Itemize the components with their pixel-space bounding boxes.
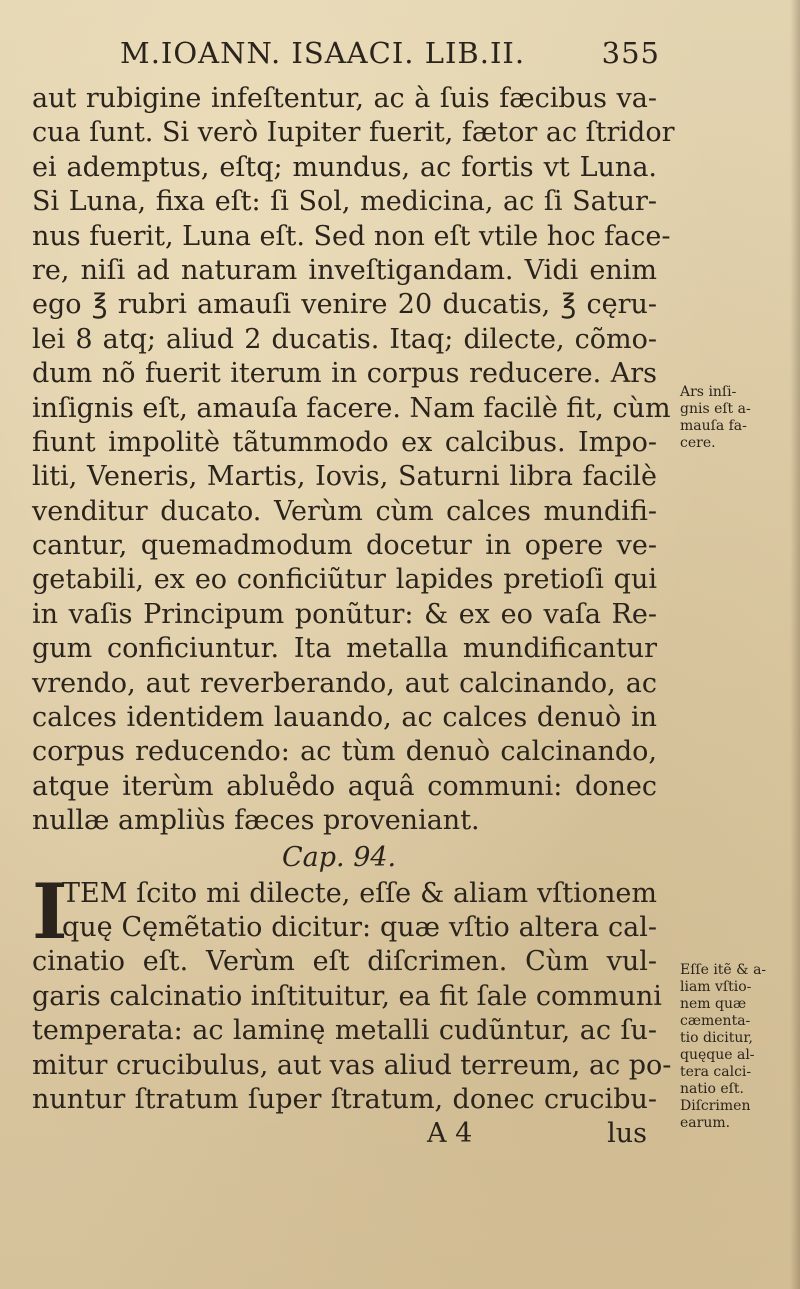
text-line: TEM ſcito mi dilecte, eſſe & aliam vſtionem	[62, 877, 657, 909]
running-head	[120, 36, 660, 80]
margin-note-line: Ars inſi-	[680, 384, 737, 400]
text-line: cua ſunt. Si verò Iupiter fuerit, fætor ac ſtridor	[32, 117, 675, 149]
margin-note-line: nem quæ	[680, 996, 747, 1012]
text-line: quę Cęmẽtatio dicitur: quæ vſtio altera cal-	[62, 911, 657, 943]
text-line: nullæ ampliùs fæces proveniant.	[32, 805, 480, 837]
text-line: temperata: ac laminę metalli cudũntur, ac ſu-	[32, 1015, 657, 1047]
margin-note-cementatio	[680, 962, 792, 1132]
margin-note-line: gnis eſt a-	[680, 401, 751, 417]
text-line: vrendo, aut reverberando, aut calcinando, ac	[32, 667, 657, 699]
text-line: garis calcinatio inſtituitur, ea fit ſale communi	[32, 980, 662, 1012]
signature-mark: A 4	[427, 1118, 473, 1150]
text-line: in vaſis Principum ponũtur: & ex eo vaſa Re-	[32, 598, 657, 630]
margin-note-line: Diſcrimen	[680, 1098, 751, 1114]
text-line: getabili, ex eo conficiũtur lapides pretioſi qui	[32, 564, 657, 596]
text-line: ei ademptus, eſtq; mundus, ac fortis vt Luna.	[32, 151, 657, 183]
text-line: corpus reducendo: ac tùm denuò calcinando,	[32, 736, 657, 768]
margin-note-line: tio dicitur,	[680, 1030, 753, 1046]
margin-note-line: natio eſt.	[680, 1081, 744, 1097]
paragraph-1	[32, 82, 675, 839]
margin-note-line: tera calci-	[680, 1064, 752, 1080]
margin-note-line: earum.	[680, 1115, 731, 1131]
chapter-heading: Cap. 94.	[282, 841, 397, 873]
text-line: cantur, quemadmodum docetur in opere ve-	[32, 530, 657, 562]
text-line: ego ℥ rubri amauſi venire 20 ducatis, ℥ cęru-	[32, 289, 657, 321]
text-line: inſignis eſt, amauſa facere. Nam facilè fit, cùm	[32, 392, 671, 424]
text-line: gum conficiuntur. Ita metalla mundificantur	[32, 633, 657, 665]
page-footer	[32, 1117, 657, 1151]
margin-note-ars-insignis	[680, 384, 792, 452]
drop-cap: I	[32, 866, 68, 956]
text-line: calces identidem lauando, ac calces denuò in	[32, 702, 657, 734]
text-line: aut rubigine infeſtentur, ac à ſuis fæcibus va-	[32, 83, 657, 114]
main-text-block	[32, 82, 675, 1151]
running-head-title: M.IOANN. ISAACI. LIB.II.	[120, 36, 526, 70]
margin-note-line: cæmenta-	[680, 1013, 751, 1029]
text-line: fiunt impolitè tãtummodo ex calcibus. Impo-	[32, 426, 657, 458]
margin-note-line: cere.	[680, 435, 716, 451]
margin-note-line: Eſſe itẽ & a-	[680, 962, 767, 978]
text-line: cinatio eſt. Verùm eſt diſcrimen. Cùm vul-	[32, 946, 657, 978]
text-line: liti, Veneris, Martis, Iovis, Saturni libra facilè	[32, 461, 657, 493]
page-number: 355	[601, 36, 660, 70]
text-line: venditur ducato. Verùm cùm calces mundifi-	[32, 495, 657, 527]
margin-note-line: quęque al-	[680, 1047, 755, 1063]
margin-note-line: liam vſtio-	[680, 979, 752, 995]
text-line: dum nõ fuerit iterum in corpus reducere. Ars	[32, 358, 657, 390]
text-line: nuntur ſtratum ſuper ſtratum, donec crucibu-	[32, 1083, 657, 1115]
text-line: Si Luna, fixa eſt: ſi Sol, medicina, ac ſi Satur-	[32, 186, 657, 218]
paragraph-2	[32, 866, 672, 1118]
text-line: atque iterùm ablue̊do aquâ communi: donec	[32, 770, 657, 802]
margin-note-line: mauſa fa-	[680, 418, 747, 434]
text-line: lei 8 atq; aliud 2 ducatis. Itaq; dilecte, cõmo-	[32, 323, 657, 355]
text-line: mitur crucibulus, aut vas aliud terreum, ac po-	[32, 1049, 672, 1081]
text-line: nus fuerit, Luna eſt. Sed non eſt vtile hoc face-	[32, 220, 671, 252]
text-line: re, niſi ad naturam inveſtigandam. Vidi enim	[32, 254, 657, 286]
catchword: lus	[607, 1118, 647, 1150]
